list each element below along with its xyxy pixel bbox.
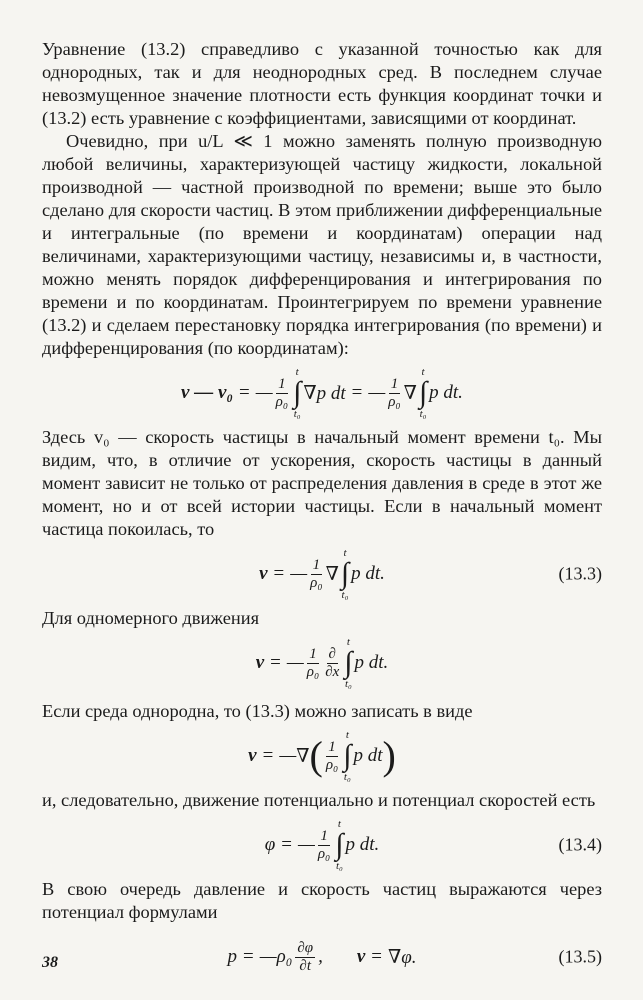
eq6-equals: = (243, 946, 254, 967)
eq5-lhs: φ (264, 834, 276, 855)
eq1-lower-2: t₀ (419, 408, 427, 420)
equation-13-3 (42, 541, 602, 607)
eq6-deriv-num: ∂φ (297, 939, 314, 956)
paragraph-2: Очевидно, при u/L ≪ 1 можно заменять полную производную любой величины, характеризующей частицу жидкости, локальной производной — частной производной по времени; выше это было сделано для скорости частиц. В этом приближении дифференциальные и интегральные (по времени и координатам) операции над величинами, характеризующими частицу, независимы и, в частности, можно менять порядок дифференцирования и интегрирования по времени и по координатам. Проинтегрируем по времени уравнение (13.2) и сделаем перестановку порядка интегрирования (по времени) и дифференцирования (по координатам): (42, 131, 602, 358)
equation-13-5 (42, 924, 602, 990)
eq3-lower: t₀ (344, 678, 352, 690)
eq1-integral (293, 366, 301, 420)
equation-13-4 (42, 812, 602, 878)
eq1-integrand-2: p dt. (429, 382, 463, 403)
eq6-velocity: v (356, 946, 366, 967)
eq2-equals: = (273, 563, 285, 584)
eq3-fraction (307, 646, 319, 681)
eq1-integral-2 (419, 366, 427, 420)
eq1-nabla: ∇ (403, 382, 417, 404)
eq2-nabla: ∇ (325, 563, 339, 585)
eq5-frac-den: ρ₀ (317, 845, 331, 862)
eq1-upper: t (295, 366, 299, 378)
integral-sign: ∫ (344, 646, 353, 679)
eq5-integral (335, 818, 343, 872)
eq2-fraction (310, 557, 322, 592)
eq6-pressure: p (227, 946, 237, 967)
eq3-integral (344, 636, 352, 690)
eq2-upper: t (343, 547, 347, 559)
eq1-frac2-num: 1 (390, 375, 399, 392)
eq3-deriv-den: ∂x (325, 663, 340, 680)
eq1-integrand: ∇p dt (303, 382, 346, 404)
eq4-frac-num: 1 (328, 738, 336, 755)
paragraph-5: Если среда однородна, то (13.3) можно записать в виде (42, 701, 473, 721)
eq3-minus: — (286, 652, 304, 673)
eq6-equals-2: = (371, 946, 382, 967)
eq4-lhs: v (248, 745, 257, 766)
eq5-minus: — (297, 834, 315, 855)
eq4-nabla: ∇ (296, 745, 310, 767)
eq2-frac-num: 1 (312, 556, 321, 573)
eq3-frac-num: 1 (309, 645, 317, 662)
eq4-right-paren: ) (382, 733, 396, 778)
equation-potential-form (42, 723, 602, 789)
eq1-fraction-2 (388, 376, 400, 411)
eq3-derivative (325, 646, 339, 681)
eq4-frac-den: ρ₀ (325, 756, 339, 773)
equation-velocity-difference (42, 360, 602, 426)
integral-sign: ∫ (343, 739, 352, 772)
eq1-equals-2: = (351, 382, 363, 403)
page-number: 38 (42, 954, 58, 971)
eq5-integrand: p dt. (345, 834, 380, 855)
eq5-frac-num: 1 (320, 827, 328, 844)
eq4-integrand: p dt (353, 745, 383, 766)
eq4-left-paren: ( (309, 733, 323, 778)
eq5-upper: t (337, 818, 341, 830)
eq3-equals: = (270, 652, 281, 673)
paragraph-4: Для одномерного движения (42, 608, 260, 628)
integral-sign: ∫ (418, 376, 428, 409)
eq2-lhs: v (259, 563, 268, 584)
equation-number-13-5: (13.5) (558, 946, 602, 967)
eq3-integrand: p dt. (354, 652, 389, 673)
integral-sign: ∫ (340, 557, 350, 590)
integral-sign: ∫ (335, 828, 344, 861)
eq4-integral (343, 729, 351, 783)
equation-one-dimensional (42, 630, 602, 696)
paragraph-7: В свою очередь давление и скорость частиц выражаются через потенциал формулами (42, 879, 602, 922)
eq1-lower: t₀ (293, 408, 301, 420)
eq3-deriv-num: ∂ (328, 645, 336, 662)
eq1-upper-2: t (421, 366, 425, 378)
eq4-equals: = (262, 745, 274, 766)
eq6-gradient: ∇φ. (387, 946, 417, 968)
eq1-frac-den: ρ₀ (275, 393, 289, 410)
eq1-frac-num: 1 (278, 375, 286, 392)
eq2-lower: t₀ (341, 589, 349, 601)
page-body (42, 38, 602, 990)
integral-sign: ∫ (293, 376, 302, 409)
eq3-lhs: v (255, 652, 265, 673)
eq1-minus-2: — (368, 382, 386, 403)
eq4-lower: t₀ (343, 771, 351, 783)
eq3-upper: t (346, 636, 350, 648)
eq6-comma: , (318, 946, 323, 967)
eq1-lhs: v — v₀ (181, 382, 234, 403)
eq5-equals: = (281, 834, 292, 855)
eq5-fraction (318, 828, 330, 863)
equation-number-13-3: (13.3) (558, 563, 602, 584)
eq2-frac-den: ρ₀ (310, 574, 323, 591)
eq1-equals: = (239, 382, 250, 403)
eq1-minus: — (255, 382, 273, 403)
paragraph-3: Здесь v₀ — скорость частицы в начальный момент времени t₀. Мы видим, что, в отличие от ускорения, скорость частицы в данный момент зависит не только от распределения давления в среде в этот же момент, но и от всей истории частицы. Если в начальный момент частица покоилась, то (42, 427, 602, 539)
eq3-frac-den: ρ₀ (306, 663, 320, 680)
eq1-fraction (276, 376, 288, 411)
paragraph-1: Уравнение (13.2) справедливо с указанной точностью как для однородных, так и для неоднородных сред. В последнем случае невозмущенное значение плотности есть функция координат точки и (13.2) есть уравнение с коэффициентами, зависящими от координат. (42, 39, 602, 128)
paragraph-6: и, следовательно, движение потенциально и потенциал скоростей есть (42, 790, 596, 810)
eq2-integrand: p dt. (351, 563, 385, 584)
eq6-deriv-den: ∂t (299, 957, 311, 974)
eq6-derivative (295, 940, 315, 975)
eq6-rhs: —ρ₀ (259, 946, 293, 967)
eq4-fraction (326, 739, 338, 774)
eq4-upper: t (345, 729, 349, 741)
eq4-minus: — (279, 745, 297, 766)
eq1-frac2-den: ρ₀ (388, 393, 401, 410)
eq2-integral (341, 547, 349, 601)
eq2-minus: — (290, 563, 308, 584)
equation-number-13-4: (13.4) (558, 834, 602, 855)
eq5-lower: t₀ (335, 860, 343, 872)
